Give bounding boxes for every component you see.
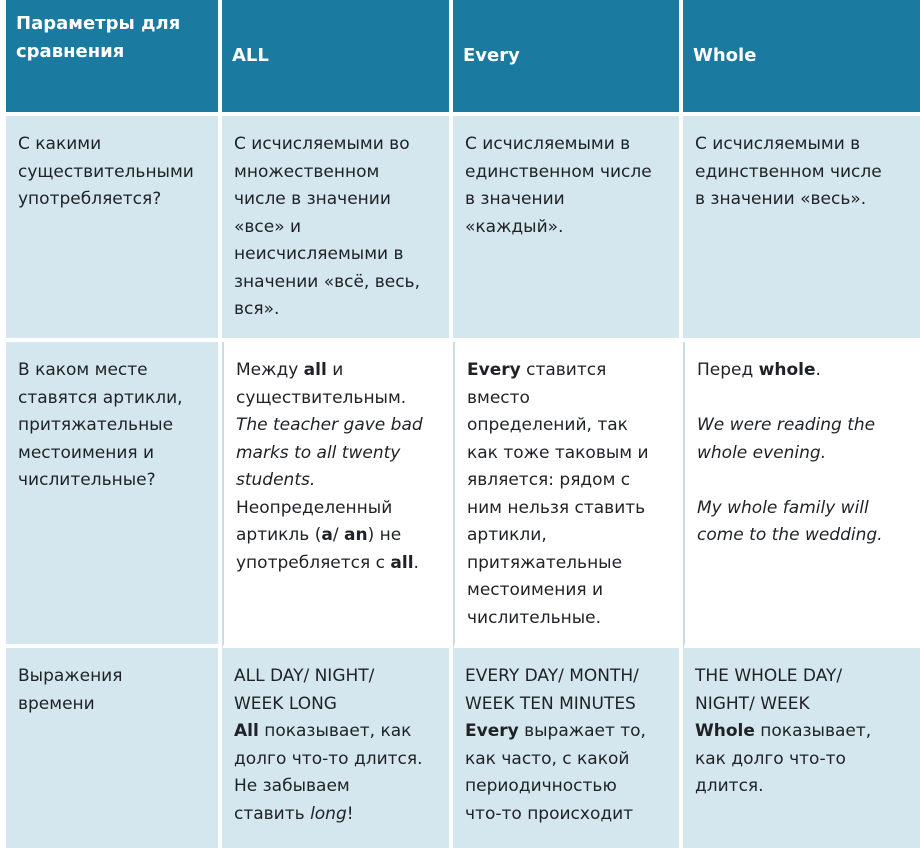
cell-text: местоимения и bbox=[467, 580, 604, 600]
cell-every bbox=[453, 648, 683, 848]
cell-text: артикль ( bbox=[236, 525, 322, 545]
cell-text: притяжательные bbox=[18, 415, 174, 435]
example-sentence: We were reading the bbox=[697, 415, 876, 435]
cell-text: an bbox=[343, 525, 368, 545]
cell-text: артикли, bbox=[467, 525, 547, 545]
cell-text: притяжательные bbox=[467, 552, 623, 573]
cell-text: и bbox=[326, 360, 344, 380]
cell-text bbox=[234, 801, 443, 829]
cell-text: come to the wedding. bbox=[697, 525, 883, 545]
cell-text: употребляется? bbox=[18, 189, 162, 209]
table-row bbox=[6, 116, 920, 342]
cell-text: marks to all twenty bbox=[236, 442, 401, 463]
cell-text: местоимения и bbox=[18, 442, 155, 463]
example-sentence: The teacher gave bad bbox=[236, 415, 423, 435]
cell-text: Whole bbox=[695, 721, 755, 741]
cell-text bbox=[697, 385, 914, 413]
cell-text bbox=[697, 357, 914, 385]
cell-text: С исчисляемыми во bbox=[234, 134, 410, 154]
cell-text: единственном числе bbox=[695, 161, 882, 182]
cell-text: WEEK LONG bbox=[234, 693, 337, 714]
cell-text: Между bbox=[236, 360, 304, 380]
cell-text: определений, так bbox=[467, 415, 628, 435]
cell-text: как долго что-то bbox=[695, 748, 846, 769]
cell-every bbox=[453, 342, 683, 648]
cell-text: whole evening. bbox=[697, 442, 827, 463]
cell-text: числе в значении bbox=[234, 189, 391, 209]
cell-text: долго что-то длится. bbox=[234, 748, 423, 769]
cell-text: «все» и bbox=[234, 216, 302, 237]
cell-text bbox=[236, 357, 443, 385]
cell-text: существительным. bbox=[236, 387, 407, 408]
row-label bbox=[6, 342, 222, 648]
cell-text: . bbox=[815, 360, 821, 380]
cell-text: времени bbox=[18, 693, 95, 714]
cell-text: a bbox=[321, 525, 333, 545]
cell-text: неисчисляемыми в bbox=[234, 244, 404, 264]
cell-text: Every bbox=[465, 721, 519, 741]
cell-text: ) не bbox=[367, 525, 402, 545]
cell-text: students. bbox=[236, 470, 316, 490]
table-row bbox=[6, 342, 920, 648]
cell-text: значении «всё, весь, bbox=[234, 271, 420, 292]
cell-text: Не забываем bbox=[234, 776, 350, 796]
cell-text: whole bbox=[758, 360, 816, 380]
cell-text: Every bbox=[467, 360, 521, 380]
cell-text: периодичностью bbox=[465, 776, 617, 796]
cell-every bbox=[453, 116, 683, 342]
cell-text: ставятся артикли, bbox=[18, 387, 183, 408]
cell-text: С какими bbox=[18, 134, 102, 154]
header-every: Every bbox=[453, 0, 683, 116]
cell-text: как часто, с какой bbox=[465, 748, 630, 769]
cell-text: All bbox=[234, 721, 259, 741]
cell-text: Перед bbox=[697, 360, 759, 380]
cell-text: числительные. bbox=[467, 607, 601, 628]
cell-text: С исчисляемыми в bbox=[465, 134, 631, 154]
cell-text: множественном bbox=[234, 161, 380, 182]
cell-all bbox=[222, 648, 453, 848]
header-all: ALL bbox=[222, 0, 453, 116]
example-sentence: My whole family will bbox=[697, 497, 869, 518]
cell-text: / bbox=[332, 525, 344, 545]
cell-text: ставится bbox=[520, 360, 607, 380]
cell-text: . bbox=[413, 552, 419, 573]
cell-text: Неопределенный bbox=[236, 497, 393, 518]
cell-all bbox=[222, 342, 453, 648]
cell-text: как тоже таковым и bbox=[467, 442, 649, 463]
cell-text: all bbox=[303, 360, 327, 380]
cell-text: что-то происходит bbox=[465, 803, 634, 824]
cell-text: ставить bbox=[234, 803, 311, 824]
cell-text bbox=[697, 467, 914, 495]
cell-text: в значении «весь». bbox=[695, 189, 867, 209]
cell-text: NIGHT/ WEEK bbox=[695, 693, 810, 714]
cell-text: ним нельзя ставить bbox=[467, 497, 646, 518]
row-label bbox=[6, 648, 222, 848]
cell-text bbox=[467, 357, 673, 385]
cell-text: THE WHOLE DAY/ bbox=[695, 666, 843, 686]
cell-text: единственном числе bbox=[465, 161, 652, 182]
cell-whole bbox=[683, 116, 920, 342]
cell-text: вместо bbox=[467, 387, 530, 408]
cell-text: ! bbox=[346, 803, 354, 824]
header-whole: Whole bbox=[683, 0, 920, 116]
cell-text: «каждый». bbox=[465, 216, 564, 237]
cell-text: вся». bbox=[234, 299, 280, 319]
cell-text bbox=[236, 550, 443, 578]
cell-text: выражает то, bbox=[518, 721, 646, 741]
cell-whole bbox=[683, 342, 920, 648]
cell-text: ALL DAY/ NIGHT/ bbox=[234, 666, 375, 686]
cell-text: С исчисляемыми в bbox=[695, 134, 861, 154]
cell-text: числительные? bbox=[18, 470, 156, 490]
row-label bbox=[6, 116, 222, 342]
cell-text: употребляется с bbox=[236, 552, 391, 573]
header-params: Параметры для сравнения bbox=[6, 0, 222, 116]
cell-text: является: рядом с bbox=[467, 470, 631, 490]
cell-text bbox=[695, 718, 914, 746]
cell-text: Выражения bbox=[18, 666, 123, 686]
cell-text: WEEK TEN MINUTES bbox=[465, 693, 636, 714]
cell-text bbox=[465, 718, 673, 746]
cell-text: длится. bbox=[695, 776, 764, 796]
cell-text bbox=[234, 718, 443, 746]
cell-text: в значении bbox=[465, 189, 565, 209]
cell-text: показывает, как bbox=[258, 721, 412, 741]
cell-text: all bbox=[390, 552, 414, 573]
cell-whole bbox=[683, 648, 920, 848]
cell-text: В каком месте bbox=[18, 360, 148, 380]
cell-text: существительными bbox=[18, 161, 194, 182]
cell-text: EVERY DAY/ MONTH/ bbox=[465, 666, 639, 686]
comparison-table bbox=[6, 0, 920, 848]
header-row bbox=[6, 0, 920, 116]
cell-text: показывает, bbox=[754, 721, 872, 741]
cell-all bbox=[222, 116, 453, 342]
table-row bbox=[6, 648, 920, 848]
cell-text: long bbox=[310, 803, 347, 824]
cell-text bbox=[236, 522, 443, 550]
